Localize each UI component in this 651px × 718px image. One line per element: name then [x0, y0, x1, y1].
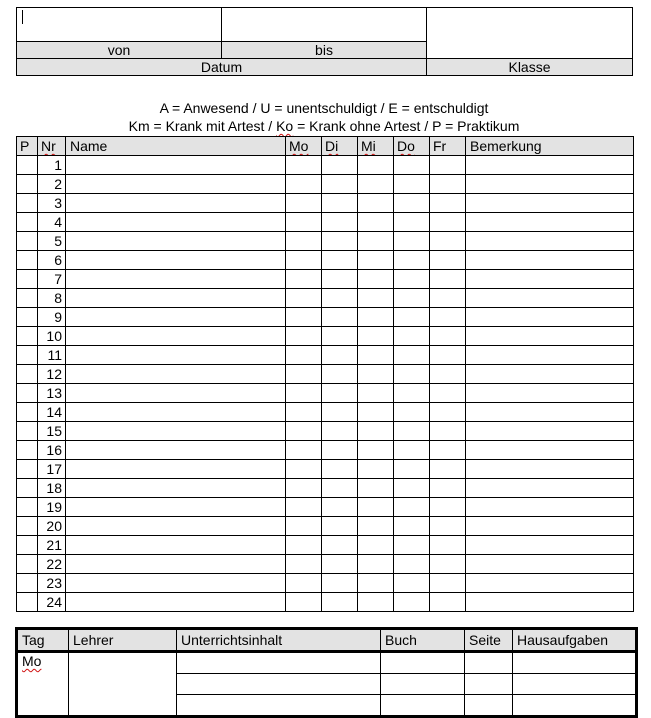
- name-cell[interactable]: [66, 175, 286, 194]
- teacher-cell[interactable]: [69, 652, 177, 717]
- mi-cell[interactable]: [358, 251, 394, 270]
- mo-cell[interactable]: [286, 536, 322, 555]
- nr-cell: 5: [38, 232, 66, 251]
- name-cell[interactable]: [66, 232, 286, 251]
- di-cell[interactable]: [322, 422, 358, 441]
- fr-cell[interactable]: [430, 555, 466, 574]
- di-cell[interactable]: [322, 156, 358, 175]
- di-cell[interactable]: [322, 593, 358, 612]
- day-cell[interactable]: [17, 652, 69, 717]
- remark-cell[interactable]: [466, 251, 634, 270]
- legend-rest: = Krank ohne Artest / P = Praktikum: [293, 118, 520, 134]
- mo-cell[interactable]: [286, 251, 322, 270]
- name-cell[interactable]: [66, 536, 286, 555]
- di-cell[interactable]: [322, 365, 358, 384]
- p-cell[interactable]: [17, 536, 38, 555]
- p-cell[interactable]: [17, 156, 38, 175]
- remark-cell[interactable]: [466, 175, 634, 194]
- remark-cell[interactable]: [466, 232, 634, 251]
- col-fr: Fr: [430, 137, 466, 156]
- mi-cell[interactable]: [358, 555, 394, 574]
- p-cell[interactable]: [17, 175, 38, 194]
- attendance-row: [17, 156, 634, 175]
- mi-cell[interactable]: [358, 403, 394, 422]
- mi-cell[interactable]: [358, 517, 394, 536]
- attendance-row: [17, 232, 634, 251]
- to-label: bis: [222, 42, 427, 59]
- fr-cell[interactable]: [430, 422, 466, 441]
- content-cell[interactable]: [177, 674, 381, 695]
- name-cell[interactable]: [66, 479, 286, 498]
- nr-cell: 24: [38, 593, 66, 612]
- attendance-row: [17, 517, 634, 536]
- col-tag: Tag: [17, 629, 69, 652]
- do-cell[interactable]: [394, 270, 430, 289]
- do-cell[interactable]: [394, 175, 430, 194]
- remark-cell[interactable]: [466, 365, 634, 384]
- col-mi: [358, 137, 394, 156]
- col-p: P: [17, 137, 38, 156]
- nr-cell: 7: [38, 270, 66, 289]
- fr-cell[interactable]: [430, 536, 466, 555]
- mo-cell[interactable]: [286, 308, 322, 327]
- mi-cell[interactable]: [358, 289, 394, 308]
- page-cell[interactable]: [465, 652, 513, 674]
- di-cell[interactable]: [322, 194, 358, 213]
- book-cell[interactable]: [381, 652, 465, 674]
- page-cell[interactable]: [465, 674, 513, 695]
- mo-cell[interactable]: [286, 270, 322, 289]
- nr-cell: 13: [38, 384, 66, 403]
- attendance-row: [17, 384, 634, 403]
- attendance-row: [17, 289, 634, 308]
- mi-cell[interactable]: [358, 270, 394, 289]
- mi-cell[interactable]: [358, 175, 394, 194]
- name-cell[interactable]: [66, 194, 286, 213]
- attendance-row: [17, 460, 634, 479]
- page-cell[interactable]: [465, 695, 513, 717]
- mo-cell[interactable]: [286, 365, 322, 384]
- do-cell[interactable]: [394, 593, 430, 612]
- mo-cell[interactable]: [286, 232, 322, 251]
- mo-cell[interactable]: [286, 422, 322, 441]
- remark-cell[interactable]: [466, 213, 634, 232]
- fr-cell[interactable]: [430, 327, 466, 346]
- attendance-table: [16, 136, 634, 612]
- content-cell[interactable]: [177, 652, 381, 674]
- p-cell[interactable]: [17, 251, 38, 270]
- do-cell[interactable]: [394, 403, 430, 422]
- p-cell[interactable]: [17, 593, 38, 612]
- fr-cell[interactable]: [430, 213, 466, 232]
- di-cell[interactable]: [322, 574, 358, 593]
- mi-cell[interactable]: [358, 213, 394, 232]
- mo-cell[interactable]: [286, 384, 322, 403]
- remark-cell[interactable]: [466, 593, 634, 612]
- mo-cell[interactable]: [286, 498, 322, 517]
- mi-cell[interactable]: [358, 384, 394, 403]
- name-cell[interactable]: [66, 270, 286, 289]
- p-cell[interactable]: [17, 479, 38, 498]
- col-mo: [286, 137, 322, 156]
- mi-cell[interactable]: [358, 441, 394, 460]
- do-cell[interactable]: [394, 536, 430, 555]
- col-di-label: Di: [325, 138, 339, 154]
- mi-cell[interactable]: [358, 194, 394, 213]
- remark-cell[interactable]: [466, 346, 634, 365]
- di-cell[interactable]: [322, 384, 358, 403]
- fr-cell[interactable]: [430, 289, 466, 308]
- do-cell[interactable]: [394, 460, 430, 479]
- attendance-row: [17, 327, 634, 346]
- nr-cell: 8: [38, 289, 66, 308]
- name-cell[interactable]: [66, 574, 286, 593]
- name-cell[interactable]: [66, 498, 286, 517]
- fr-cell[interactable]: [430, 460, 466, 479]
- fr-cell[interactable]: [430, 308, 466, 327]
- legend-km: Km = Krank mit Artest /: [128, 118, 277, 134]
- remark-cell[interactable]: [466, 384, 634, 403]
- p-cell[interactable]: [17, 517, 38, 536]
- name-cell[interactable]: [66, 384, 286, 403]
- mo-cell[interactable]: [286, 574, 322, 593]
- di-cell[interactable]: [322, 498, 358, 517]
- nr-cell: 1: [38, 156, 66, 175]
- lesson-row: [17, 652, 637, 674]
- di-cell[interactable]: [322, 251, 358, 270]
- fr-cell[interactable]: [430, 365, 466, 384]
- name-cell[interactable]: [66, 251, 286, 270]
- mi-cell[interactable]: [358, 346, 394, 365]
- mo-cell[interactable]: [286, 213, 322, 232]
- do-cell[interactable]: [394, 213, 430, 232]
- remark-cell[interactable]: [466, 498, 634, 517]
- do-cell[interactable]: [394, 441, 430, 460]
- p-cell[interactable]: [17, 460, 38, 479]
- col-name: Name: [66, 137, 286, 156]
- do-cell[interactable]: [394, 517, 430, 536]
- mo-cell[interactable]: [286, 346, 322, 365]
- remark-cell[interactable]: [466, 555, 634, 574]
- p-cell[interactable]: [17, 403, 38, 422]
- attendance-row: [17, 346, 634, 365]
- attendance-row: [17, 593, 634, 612]
- name-cell[interactable]: [66, 213, 286, 232]
- to-date-field[interactable]: [222, 8, 427, 42]
- mi-cell[interactable]: [358, 498, 394, 517]
- name-cell[interactable]: [66, 346, 286, 365]
- nr-cell: 10: [38, 327, 66, 346]
- nr-cell: 17: [38, 460, 66, 479]
- mo-cell[interactable]: [286, 156, 322, 175]
- name-cell[interactable]: [66, 403, 286, 422]
- p-cell[interactable]: [17, 441, 38, 460]
- col-nr: [38, 137, 66, 156]
- col-buch: Buch: [381, 629, 465, 652]
- mi-cell[interactable]: [358, 308, 394, 327]
- mi-cell[interactable]: [358, 536, 394, 555]
- name-cell[interactable]: [66, 422, 286, 441]
- attendance-row: [17, 441, 634, 460]
- col-unterrichtsinhalt: Unterrichtsinhalt: [177, 629, 381, 652]
- legend-line-1: A = Anwesend / U = unentschuldigt / E = entschuldigt: [159, 100, 489, 116]
- do-cell[interactable]: [394, 232, 430, 251]
- from-date-field[interactable]: [17, 8, 222, 42]
- remark-cell[interactable]: [466, 194, 634, 213]
- nr-cell: 19: [38, 498, 66, 517]
- di-cell[interactable]: [322, 213, 358, 232]
- di-cell[interactable]: [322, 175, 358, 194]
- class-field[interactable]: [427, 8, 633, 59]
- remark-cell[interactable]: [466, 403, 634, 422]
- name-cell[interactable]: [66, 327, 286, 346]
- di-cell[interactable]: [322, 327, 358, 346]
- fr-cell[interactable]: [430, 175, 466, 194]
- remark-cell[interactable]: [466, 156, 634, 175]
- book-cell[interactable]: [381, 674, 465, 695]
- nr-cell: 2: [38, 175, 66, 194]
- attendance-row: [17, 555, 634, 574]
- do-cell[interactable]: [394, 327, 430, 346]
- col-bemerkung: Bemerkung: [466, 137, 634, 156]
- mi-cell[interactable]: [358, 327, 394, 346]
- content-cell[interactable]: [177, 695, 381, 717]
- nr-cell: 23: [38, 574, 66, 593]
- mi-cell[interactable]: [358, 232, 394, 251]
- fr-cell[interactable]: [430, 593, 466, 612]
- homework-cell[interactable]: [513, 695, 637, 717]
- remark-cell[interactable]: [466, 441, 634, 460]
- mo-cell[interactable]: [286, 555, 322, 574]
- p-cell[interactable]: [17, 574, 38, 593]
- di-cell[interactable]: [322, 536, 358, 555]
- fr-cell[interactable]: [430, 346, 466, 365]
- mo-cell[interactable]: [286, 593, 322, 612]
- p-cell[interactable]: [17, 365, 38, 384]
- col-nr-label: Nr: [41, 138, 56, 154]
- col-mo-label: Mo: [289, 138, 309, 154]
- lesson-header: [17, 629, 637, 652]
- fr-cell[interactable]: [430, 479, 466, 498]
- p-cell[interactable]: [17, 270, 38, 289]
- lesson-table: [15, 627, 638, 718]
- attendance-row: [17, 270, 634, 289]
- nr-cell: 6: [38, 251, 66, 270]
- di-cell[interactable]: [322, 232, 358, 251]
- homework-cell[interactable]: [513, 652, 637, 674]
- col-di: [322, 137, 358, 156]
- attendance-row: [17, 175, 634, 194]
- fr-cell[interactable]: [430, 251, 466, 270]
- do-cell[interactable]: [394, 479, 430, 498]
- di-cell[interactable]: [322, 308, 358, 327]
- nr-cell: 9: [38, 308, 66, 327]
- do-cell[interactable]: [394, 422, 430, 441]
- nr-cell: 3: [38, 194, 66, 213]
- p-cell[interactable]: [17, 289, 38, 308]
- fr-cell[interactable]: [430, 441, 466, 460]
- nr-cell: 12: [38, 365, 66, 384]
- homework-cell[interactable]: [513, 674, 637, 695]
- di-cell[interactable]: [322, 479, 358, 498]
- attendance-row: [17, 403, 634, 422]
- mo-cell[interactable]: [286, 460, 322, 479]
- name-cell[interactable]: [66, 365, 286, 384]
- mo-cell[interactable]: [286, 517, 322, 536]
- mi-cell[interactable]: [358, 422, 394, 441]
- mi-cell[interactable]: [358, 574, 394, 593]
- name-cell[interactable]: [66, 156, 286, 175]
- mo-cell[interactable]: [286, 479, 322, 498]
- fr-cell[interactable]: [430, 270, 466, 289]
- name-cell[interactable]: [66, 555, 286, 574]
- di-cell[interactable]: [322, 289, 358, 308]
- date-label: Datum: [17, 59, 427, 76]
- col-do-label: Do: [397, 138, 415, 154]
- remark-cell[interactable]: [466, 517, 634, 536]
- mo-cell[interactable]: [286, 194, 322, 213]
- mi-cell[interactable]: [358, 593, 394, 612]
- fr-cell[interactable]: [430, 574, 466, 593]
- mi-cell[interactable]: [358, 156, 394, 175]
- from-label: von: [17, 42, 222, 59]
- p-cell[interactable]: [17, 194, 38, 213]
- do-cell[interactable]: [394, 574, 430, 593]
- class-label: Klasse: [427, 59, 633, 76]
- fr-cell[interactable]: [430, 384, 466, 403]
- do-cell[interactable]: [394, 346, 430, 365]
- di-cell[interactable]: [322, 270, 358, 289]
- p-cell[interactable]: [17, 232, 38, 251]
- nr-cell: 20: [38, 517, 66, 536]
- p-cell[interactable]: [17, 422, 38, 441]
- legend-line-2: [16, 118, 632, 134]
- attendance-row: [17, 574, 634, 593]
- col-hausaufgaben: Hausaufgaben: [513, 629, 637, 652]
- name-cell[interactable]: [66, 593, 286, 612]
- name-cell[interactable]: [66, 308, 286, 327]
- nr-cell: 11: [38, 346, 66, 365]
- p-cell[interactable]: [17, 346, 38, 365]
- do-cell[interactable]: [394, 194, 430, 213]
- di-cell[interactable]: [322, 517, 358, 536]
- nr-cell: 15: [38, 422, 66, 441]
- mo-cell[interactable]: [286, 175, 322, 194]
- attendance-row: [17, 536, 634, 555]
- mo-cell[interactable]: [286, 327, 322, 346]
- di-cell[interactable]: [322, 346, 358, 365]
- fr-cell[interactable]: [430, 498, 466, 517]
- do-cell[interactable]: [394, 384, 430, 403]
- nr-cell: 14: [38, 403, 66, 422]
- attendance-row: [17, 251, 634, 270]
- do-cell[interactable]: [394, 289, 430, 308]
- di-cell[interactable]: [322, 403, 358, 422]
- attendance-row: [17, 498, 634, 517]
- p-cell[interactable]: [17, 327, 38, 346]
- remark-cell[interactable]: [466, 422, 634, 441]
- di-cell[interactable]: [322, 460, 358, 479]
- remark-cell[interactable]: [466, 308, 634, 327]
- p-cell[interactable]: [17, 498, 38, 517]
- attendance-row: [17, 308, 634, 327]
- day-label: Mo: [22, 653, 42, 669]
- remark-cell[interactable]: [466, 289, 634, 308]
- do-cell[interactable]: [394, 555, 430, 574]
- do-cell[interactable]: [394, 156, 430, 175]
- remark-cell[interactable]: [466, 536, 634, 555]
- attendance-row: [17, 479, 634, 498]
- mo-cell[interactable]: [286, 289, 322, 308]
- remark-cell[interactable]: [466, 327, 634, 346]
- p-cell[interactable]: [17, 555, 38, 574]
- p-cell[interactable]: [17, 384, 38, 403]
- do-cell[interactable]: [394, 498, 430, 517]
- attendance-row: [17, 213, 634, 232]
- fr-cell[interactable]: [430, 517, 466, 536]
- col-seite: Seite: [465, 629, 513, 652]
- nr-cell: 22: [38, 555, 66, 574]
- col-mi-label: Mi: [361, 138, 376, 154]
- p-cell[interactable]: [17, 213, 38, 232]
- di-cell[interactable]: [322, 441, 358, 460]
- mi-cell[interactable]: [358, 479, 394, 498]
- do-cell[interactable]: [394, 365, 430, 384]
- remark-cell[interactable]: [466, 479, 634, 498]
- fr-cell[interactable]: [430, 232, 466, 251]
- attendance-row: [17, 422, 634, 441]
- remark-cell[interactable]: [466, 574, 634, 593]
- do-cell[interactable]: [394, 308, 430, 327]
- di-cell[interactable]: [322, 555, 358, 574]
- p-cell[interactable]: [17, 308, 38, 327]
- mo-cell[interactable]: [286, 403, 322, 422]
- mi-cell[interactable]: [358, 365, 394, 384]
- name-cell[interactable]: [66, 289, 286, 308]
- name-cell[interactable]: [66, 460, 286, 479]
- name-cell[interactable]: [66, 441, 286, 460]
- attendance-row: [17, 365, 634, 384]
- nr-cell: 18: [38, 479, 66, 498]
- col-lehrer: Lehrer: [69, 629, 177, 652]
- nr-cell: 4: [38, 213, 66, 232]
- fr-cell[interactable]: [430, 156, 466, 175]
- fr-cell[interactable]: [430, 403, 466, 422]
- nr-cell: 21: [38, 536, 66, 555]
- remark-cell[interactable]: [466, 270, 634, 289]
- mi-cell[interactable]: [358, 460, 394, 479]
- header-table: [16, 7, 633, 76]
- fr-cell[interactable]: [430, 194, 466, 213]
- col-do: [394, 137, 430, 156]
- remark-cell[interactable]: [466, 460, 634, 479]
- mo-cell[interactable]: [286, 441, 322, 460]
- book-cell[interactable]: [381, 695, 465, 717]
- do-cell[interactable]: [394, 251, 430, 270]
- name-cell[interactable]: [66, 517, 286, 536]
- nr-cell: 16: [38, 441, 66, 460]
- attendance-row: [17, 194, 634, 213]
- legend-ko: Ko: [276, 118, 294, 134]
- attendance-header: [17, 137, 634, 156]
